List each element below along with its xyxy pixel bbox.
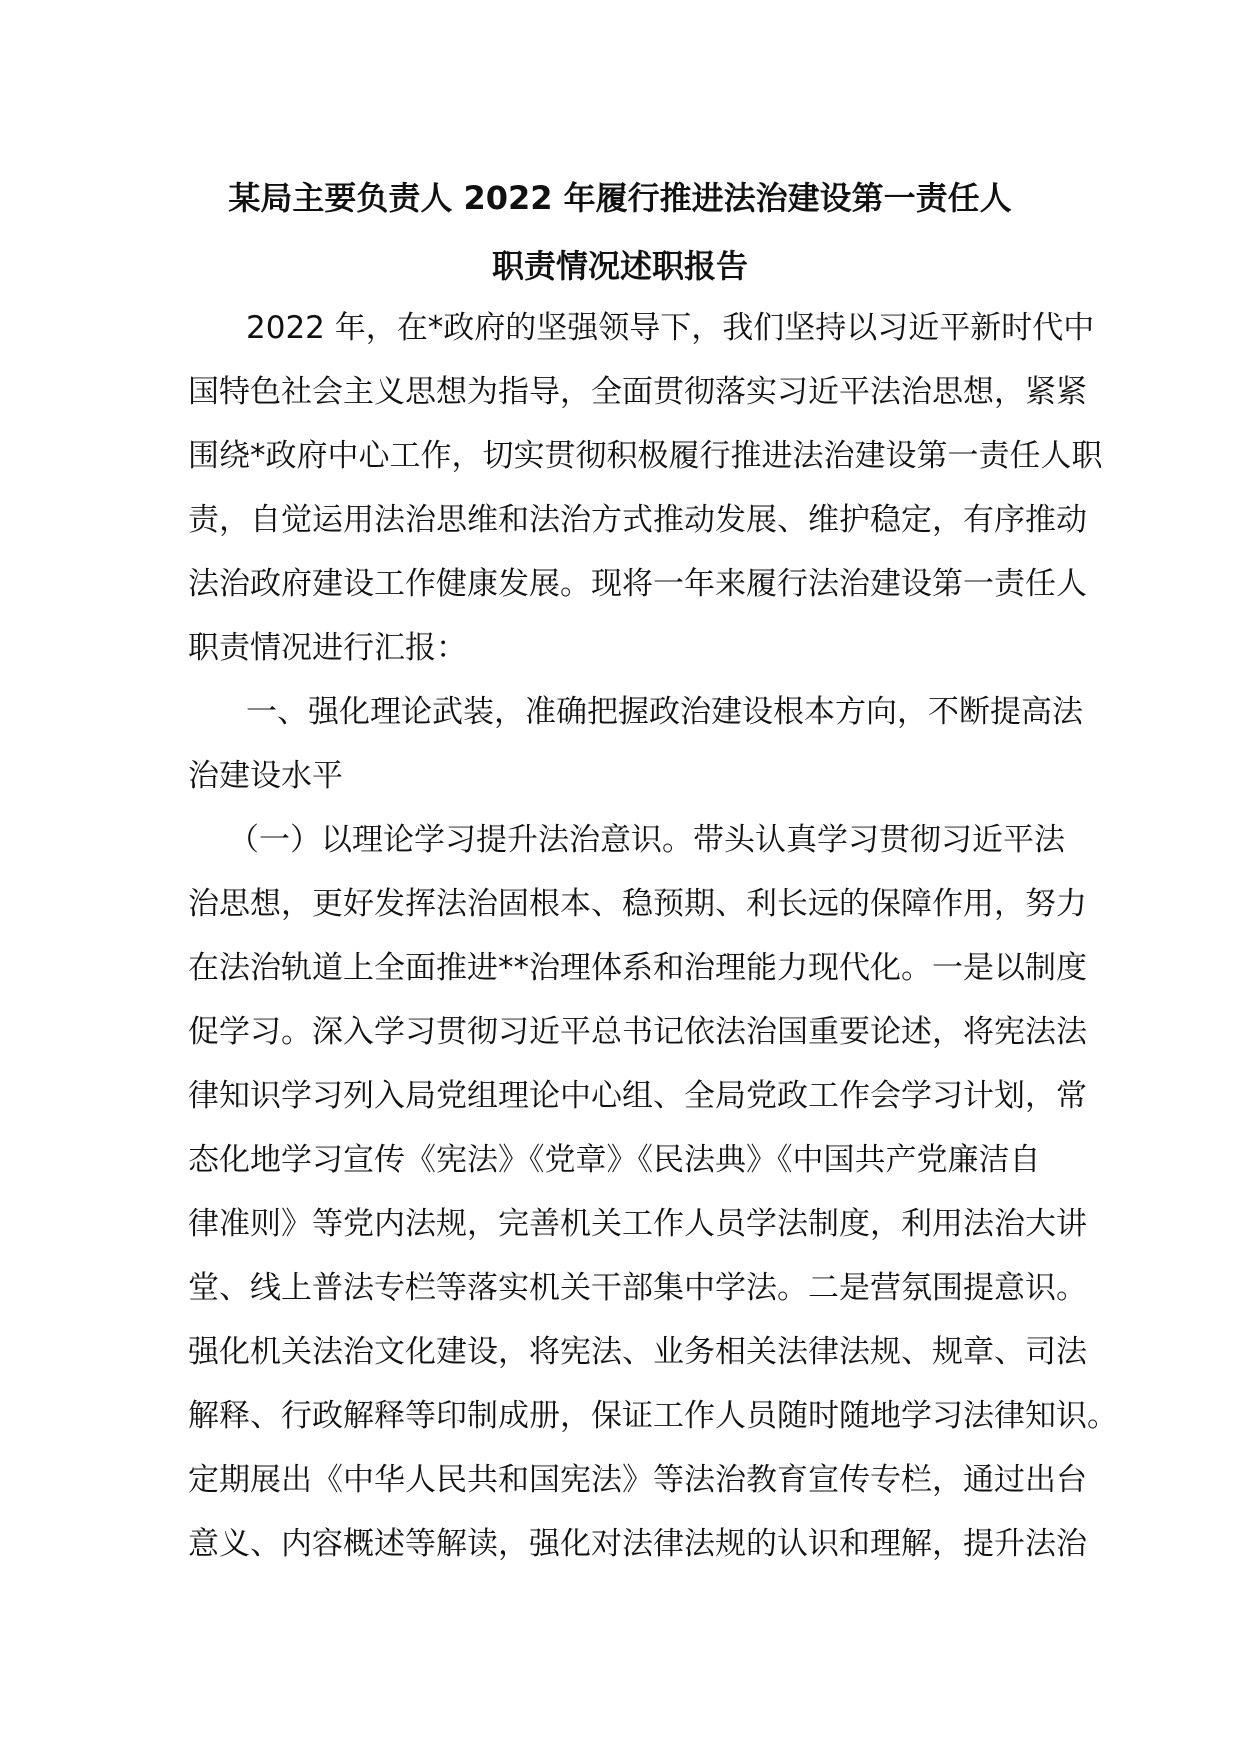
paragraph-line: 责，自觉运用法治思维和法治方式推动发展、维护稳定，有序推动 (188, 502, 1087, 538)
paragraph-line: 职责情况进行汇报： (188, 630, 467, 666)
paragraph-line: 围绕*政府中心工作，切实贯彻积极履行推进法治建设第一责任人职 (188, 438, 1103, 474)
paragraph-line: 态化地学习宣传《宪法》《党章》《民法典》《中国共产党廉洁自 (188, 1142, 1041, 1178)
paragraph-line: 法治政府建设工作健康发展。现将一年来履行法治建设第一责任人 (188, 566, 1087, 602)
paragraph-line: 2022 年，在*政府的坚强领导下，我们坚持以习近平新时代中 (246, 310, 1095, 346)
section-heading-line: 一、强化理论武装，准确把握政治建设根本方向，不断提高法 (246, 694, 1083, 730)
paragraph-line: 解释、行政解释等印制成册，保证工作人员随时随地学习法律知识。 (188, 1398, 1118, 1434)
paragraph-line: 治思想，更好发挥法治固根本、稳预期、利长远的保障作用，努力 (188, 886, 1087, 922)
document-title-line-1: 某局主要负责人 2022 年履行推进法治建设第一责任人 (228, 179, 1012, 217)
section-heading-line: 治建设水平 (188, 758, 343, 794)
paragraph-line: 意义、内容概述等解读，强化对法律法规的认识和理解，提升法治 (188, 1526, 1087, 1562)
paragraph-line: 国特色社会主义思想为指导，全面贯彻落实习近平法治思想，紧紧 (188, 374, 1087, 410)
paragraph-line: 在法治轨道上全面推进**治理体系和治理能力现代化。一是以制度 (188, 950, 1087, 986)
paragraph-line: （一）以理论学习提升法治意识。带头认真学习贯彻习近平法 (228, 822, 1065, 858)
paragraph-line: 律知识学习列入局党组理论中心组、全局党政工作会学习计划，常 (188, 1078, 1087, 1114)
paragraph-line: 强化机关法治文化建设，将宪法、业务相关法律法规、规章、司法 (188, 1334, 1087, 1370)
paragraph-line: 律准则》等党内法规，完善机关工作人员学法制度，利用法治大讲 (188, 1206, 1087, 1242)
paragraph-line: 堂、线上普法专栏等落实机关干部集中学法。二是营氛围提意识。 (188, 1270, 1087, 1306)
document-title-line-2: 职责情况述职报告 (491, 247, 748, 285)
paragraph-line: 定期展出《中华人民共和国宪法》等法治教育宣传专栏，通过出台 (188, 1462, 1087, 1498)
paragraph-line: 促学习。深入学习贯彻习近平总书记依法治国重要论述，将宪法法 (188, 1014, 1087, 1050)
